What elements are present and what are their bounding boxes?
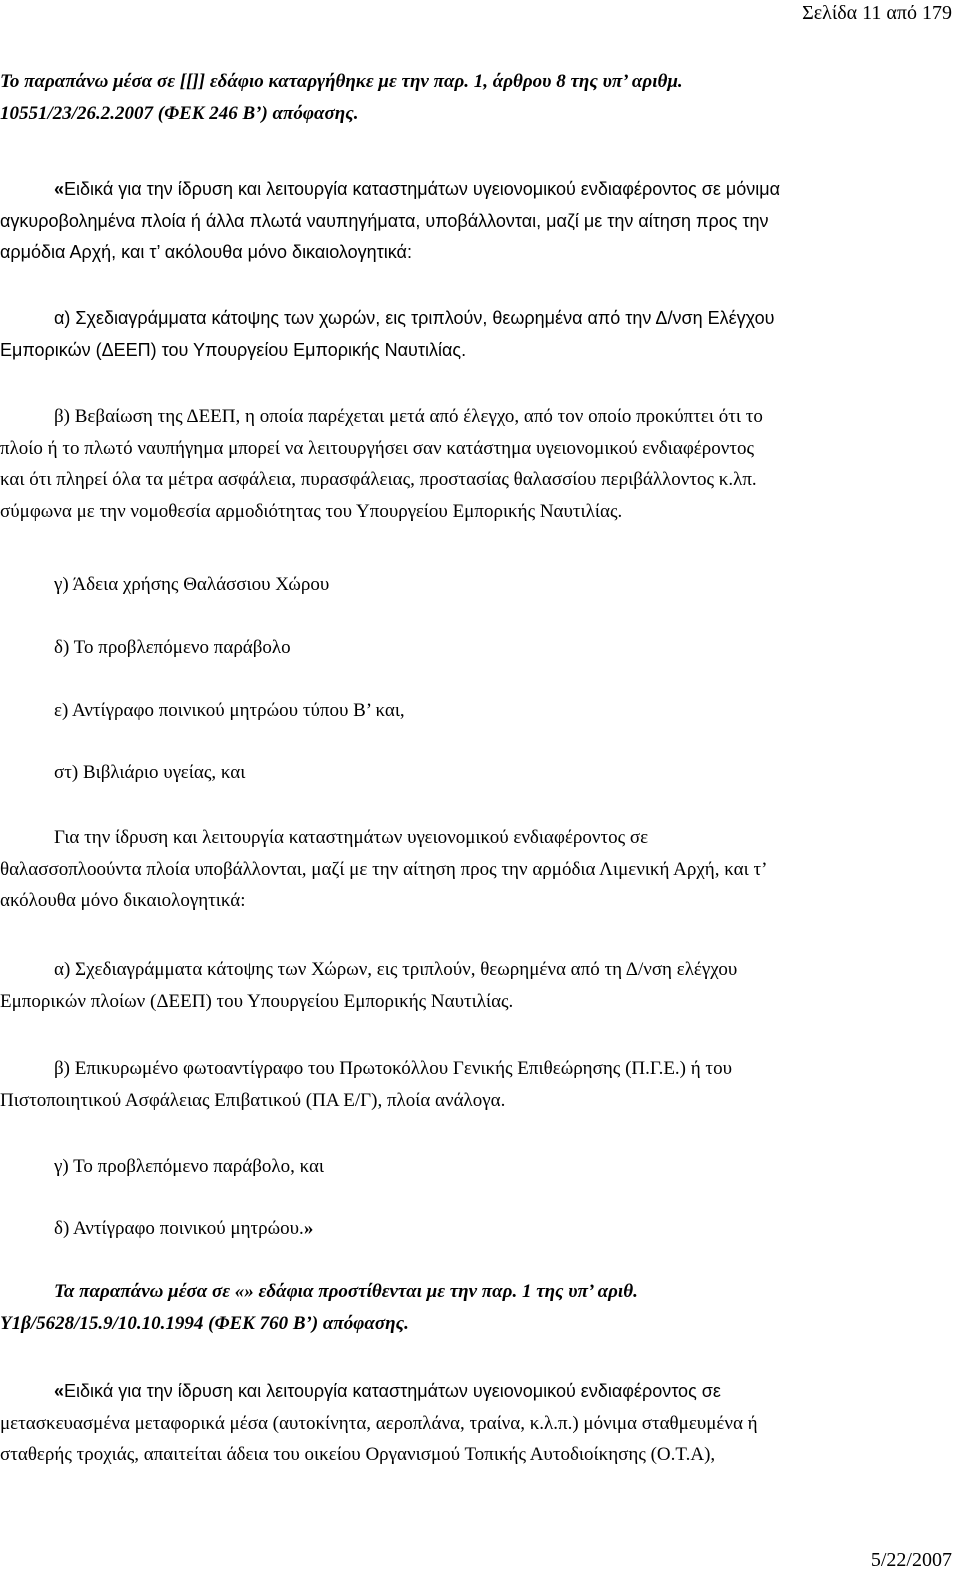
amendment-note-1 xyxy=(0,66,954,129)
list-item: στ) Βιβλιάριο υγείας, και xyxy=(54,762,246,783)
paragraph-line: πλοίο ή το πλωτό ναυπήγημα μπορεί να λειτουργήσει σαν κατάστημα υγειονομικού ενδιαφέροντος xyxy=(0,437,755,459)
paragraph-item-a xyxy=(0,303,954,366)
paragraph-line xyxy=(0,1376,954,1408)
paragraph-line: Εμπορικών (ΔΕΕΠ) του Υπουργείου Εμπορικής Ναυτιλίας. xyxy=(0,339,467,360)
footer-date: 5/22/2007 xyxy=(870,1549,952,1571)
list-item: γ) Το προβλεπόμενο παράβολο, και xyxy=(54,1156,325,1177)
paragraph-item-b xyxy=(0,401,954,527)
paragraph-line: αγκυροβολημένα πλοία ή άλλα πλωτά ναυπηγήματα, υποβάλλονται, μαζί με την αίτηση προς την xyxy=(0,210,769,231)
paragraph-line: Για την ίδρυση και λειτουργία καταστημάτων υγειονομικού ενδιαφέροντος σε xyxy=(54,827,649,848)
quote-close: » xyxy=(303,1218,314,1239)
note-line: 10551/23/26.2.2007 (ΦΕΚ 246 Β’) απόφασης. xyxy=(0,102,359,124)
list-item: γ) Άδεια χρήσης Θαλάσσιου Χώρου xyxy=(54,574,330,595)
text: δ) Αντίγραφο ποινικού μητρώου. xyxy=(54,1218,304,1239)
paragraph-cruising-vessels xyxy=(0,822,954,917)
paragraph-line: β) Βεβαίωση της ΔΕΕΠ, η οποία παρέχεται μετά από έλεγχο, από τον οποίο προκύπτει ότι το xyxy=(54,406,763,427)
paragraph-line: Εμπορικών πλοίων (ΔΕΕΠ) του Υπουργείου Εμπορικής Ναυτιλίας. xyxy=(0,990,514,1012)
quote-open: « xyxy=(54,179,65,199)
paragraph-line: και ότι πληρεί όλα τα μέτρα ασφάλεια, πυρασφάλειας, προστασίας θαλασσίου περιβάλλοντος κ.λπ. xyxy=(0,469,757,490)
page-number: Σελίδα 11 από 179 xyxy=(802,2,952,24)
paragraph-line: μετασκευασμένα μεταφορικά μέσα (αυτοκίνητα, αεροπλάνα, τραίνα, κ.λ.π.) μόνιμα σταθμευμένα ή xyxy=(0,1412,758,1434)
paragraph-line xyxy=(0,174,954,206)
text: Ειδικά για την ίδρυση και λειτουργία καταστημάτων υγειονομικού ενδιαφέροντος σε xyxy=(64,1381,721,1401)
paragraph-line: β) Επικυρωμένο φωτοαντίγραφο του Πρωτοκόλλου Γενικής Επιθεώρησης (Π.Γ.Ε.) ή του xyxy=(54,1058,732,1079)
paragraph-line: αρμόδια Αρχή, και τ’ ακόλουθα μόνο δικαιολογητικά: xyxy=(0,242,412,262)
quote-open: « xyxy=(54,1381,65,1401)
list-item xyxy=(0,1213,954,1245)
list-item: ε) Αντίγραφο ποινικού μητρώου τύπου Β’ και, xyxy=(54,700,405,721)
paragraph-line: σταθερής τροχιάς, απαιτείται άδεια του οικείου Οργανισμού Τοπικής Αυτοδιοίκησης (Ο.Τ.Α), xyxy=(0,1444,716,1465)
paragraph-line: α) Σχεδιαγράμματα κάτοψης των χωρών, εις τριπλούν, θεωρημένα από την Δ/νση Ελέγχου xyxy=(54,308,775,328)
paragraph-item-b2 xyxy=(0,1053,954,1116)
paragraph-line: Πιστοποιητικού Ασφάλειας Επιβατικού (ΠΑ Ε/Γ), πλοία ανάλογα. xyxy=(0,1089,506,1111)
paragraph-line: θαλασσοπλοούντα πλοία υποβάλλονται, μαζί με την αίτηση προς την αρμόδια Λιμενική Αρχή, και τ’ xyxy=(0,858,768,880)
note-line: Το παραπάνω μέσα σε [[]] εδάφιο καταργήθηκε με την παρ. 1, άρθρου 8 της υπ’ αριθμ. xyxy=(0,71,683,92)
note-line: Τα παραπάνω μέσα σε «» εδάφια προστίθενται με την παρ. 1 της υπ’ αριθ. xyxy=(54,1281,638,1302)
paragraph-converted-vehicles xyxy=(0,1376,954,1471)
paragraph-floating-vessels xyxy=(0,174,954,269)
text: Ειδικά για την ίδρυση και λειτουργία καταστημάτων υγειονομικού ενδιαφέροντος σε μόνιμα xyxy=(64,179,781,199)
paragraph-line: σύμφωνα με την νομοθεσία αρμοδιότητας του Υπουργείου Εμπορικής Ναυτιλίας. xyxy=(0,500,623,522)
list-item: δ) Το προβλεπόμενο παράβολο xyxy=(54,637,291,658)
paragraph-item-a2 xyxy=(0,954,954,1017)
note-line: Υ1β/5628/15.9/10.10.1994 (ΦΕΚ 760 Β’) απόφασης. xyxy=(0,1312,409,1334)
paragraph-line: ακόλουθα μόνο δικαιολογητικά: xyxy=(0,890,246,911)
amendment-note-2 xyxy=(0,1276,954,1339)
paragraph-line: α) Σχεδιαγράμματα κάτοψης των Χώρων, εις τριπλούν, θεωρημένα από τη Δ/νση ελέγχου xyxy=(54,959,738,980)
